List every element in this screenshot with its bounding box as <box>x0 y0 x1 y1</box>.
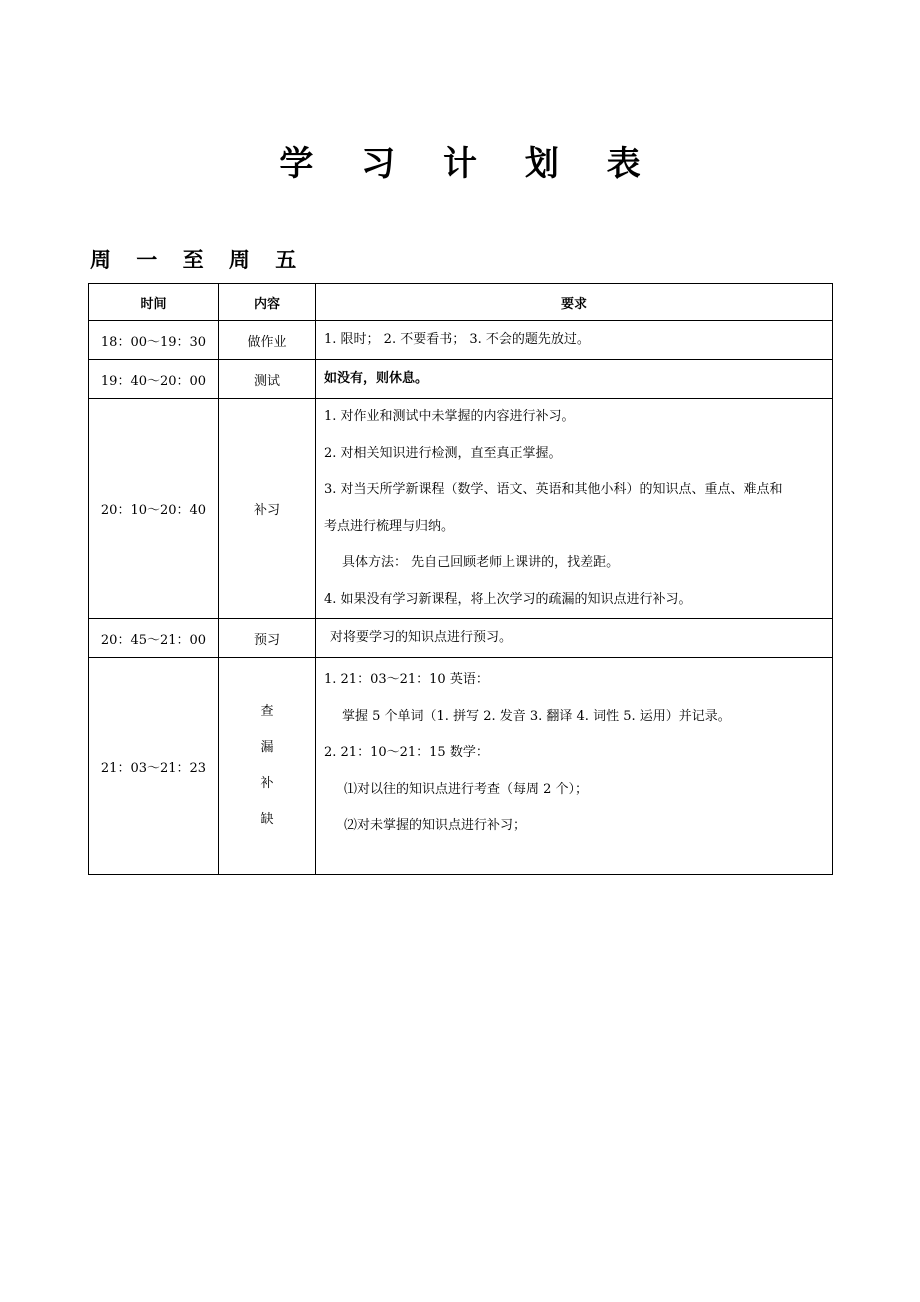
requirement-cell <box>316 658 833 875</box>
page-title: 学 习 计 划 表 <box>279 144 659 184</box>
requirement-cell <box>316 321 833 360</box>
requirement-line: 4. 如果没有学习新课程，将上次学习的疏漏的知识点进行补习。 <box>324 591 692 607</box>
requirement-line: 1. 21：03～21：10 英语： <box>324 672 489 687</box>
table-header-row <box>89 284 833 321</box>
time-cell: 19：40～20：00 <box>89 360 219 399</box>
requirement-line: 2. 21：10～21：15 数学： <box>324 745 489 760</box>
content-cell: 补习 <box>219 399 316 619</box>
requirement-line: 如没有，则休息。 <box>324 371 429 386</box>
requirement-line: 1. 限时； 2. 不要看书； 3. 不会的题先放过。 <box>324 332 590 347</box>
content-cell: 做作业 <box>219 321 316 360</box>
table-row <box>89 360 833 399</box>
content-cell <box>219 658 316 875</box>
table-row <box>89 321 833 360</box>
section-title: 周 一 至 周 五 <box>90 248 306 272</box>
requirement-line: 1. 对作业和测试中未掌握的内容进行补习。 <box>324 409 575 424</box>
requirement-line: 掌握 5 个单词（1. 拼写 2. 发音 3. 翻译 4. 词性 5. 运用）并记录。 <box>342 708 731 724</box>
table-row <box>89 658 833 875</box>
content-char: 缺 <box>260 812 274 827</box>
table-row <box>89 619 833 658</box>
requirement-cell <box>316 399 833 619</box>
table-row <box>89 399 833 619</box>
time-cell: 21：03～21：23 <box>89 658 219 875</box>
requirement-line: ⑴对以往的知识点进行考查（每周 2 个）； <box>344 781 589 797</box>
content-cell: 测试 <box>219 360 316 399</box>
time-cell: 20：10～20：40 <box>89 399 219 619</box>
content-char: 查 <box>260 704 274 719</box>
requirement-line: 2. 对相关知识进行检测，直至真正掌握。 <box>324 445 562 461</box>
requirement-line: 对将要学习的知识点进行预习。 <box>330 630 513 645</box>
header-content: 内容 <box>219 284 316 321</box>
requirement-line: 3. 对当天所学新课程（数学、语文、英语和其他小科）的知识点、重点、难点和 <box>324 482 783 497</box>
content-char: 漏 <box>260 740 274 755</box>
header-requirement: 要求 <box>316 284 833 321</box>
time-cell: 18：00～19：30 <box>89 321 219 360</box>
requirement-line: 具体方法： 先自己回顾老师上课讲的，找差距。 <box>342 555 620 570</box>
requirement-line: 考点进行梳理与归纳。 <box>324 518 455 534</box>
header-time: 时间 <box>89 284 219 321</box>
requirement-cell <box>316 360 833 399</box>
requirement-cell <box>316 619 833 658</box>
study-plan-table <box>88 283 833 875</box>
requirement-line: ⑵对未掌握的知识点进行补习； <box>344 818 527 833</box>
content-char: 补 <box>260 776 274 791</box>
time-cell: 20：45～21：00 <box>89 619 219 658</box>
content-cell: 预习 <box>219 619 316 658</box>
